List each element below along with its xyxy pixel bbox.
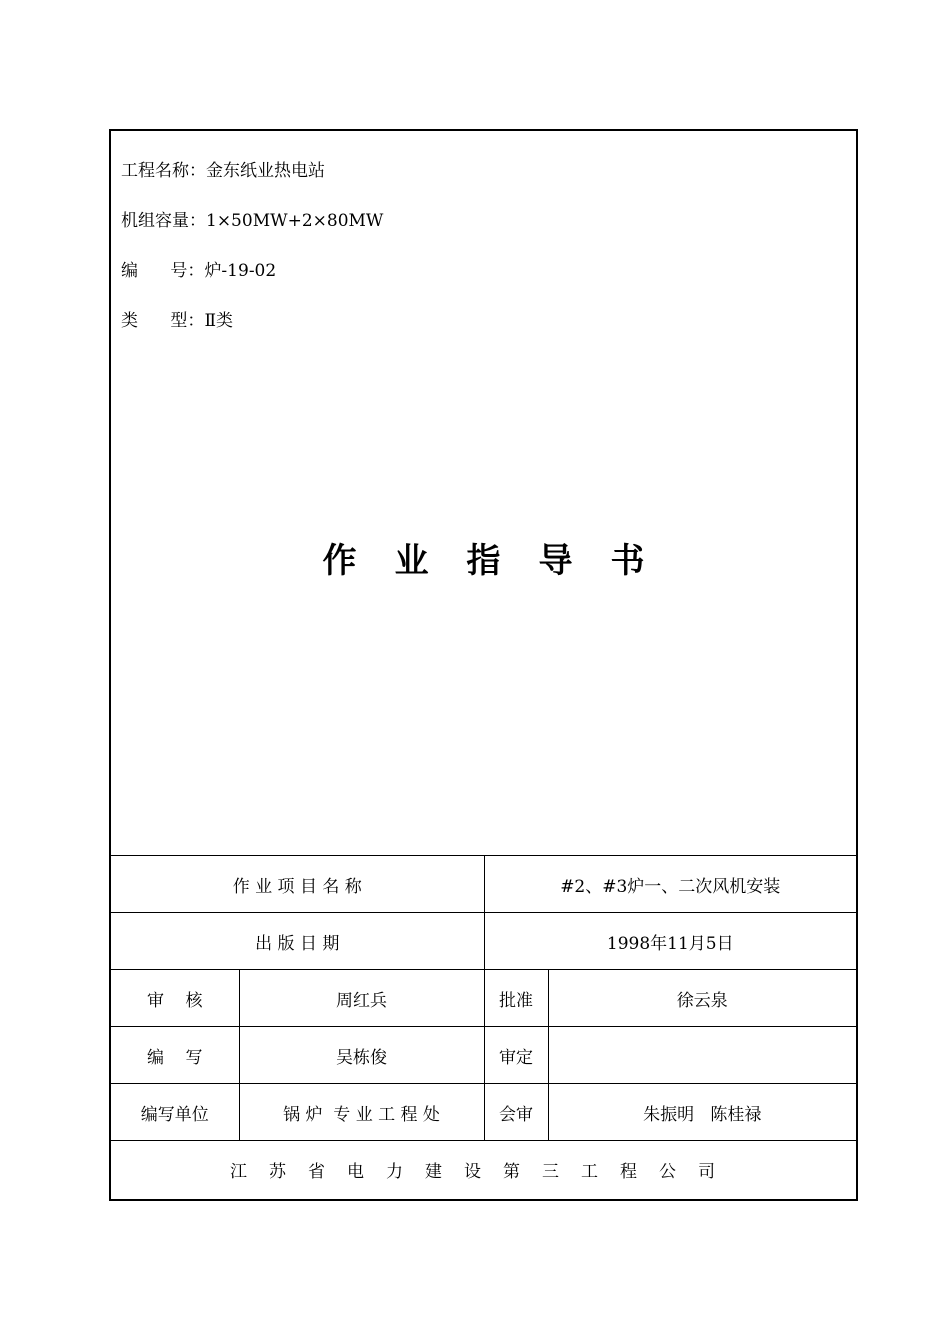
approve-value: 徐云泉	[548, 970, 856, 1027]
cosign-value: 朱振明 陈桂禄	[548, 1084, 856, 1141]
project-name-line	[121, 159, 383, 209]
number-value: 炉-19-02	[204, 261, 277, 281]
table-row	[111, 1084, 856, 1141]
capacity-line	[121, 209, 383, 259]
write-label: 编 写	[111, 1027, 239, 1084]
table-row	[111, 1027, 856, 1084]
project-info	[121, 159, 383, 359]
cosign-label: 会审	[484, 1084, 548, 1141]
approval-table	[111, 855, 856, 1197]
type-label: 类 型：	[121, 311, 205, 331]
table-row	[111, 913, 856, 970]
document-title: 作业指导书	[322, 541, 683, 581]
item-name-label: 作 业 项 目 名 称	[111, 856, 484, 913]
type-line	[121, 309, 383, 359]
approve-label: 批准	[484, 970, 548, 1027]
type-value: Ⅱ类	[204, 311, 233, 331]
number-line	[121, 259, 383, 309]
project-name-label: 工程名称：	[121, 161, 206, 181]
unit-value: 锅 炉 专 业 工 程 处	[239, 1084, 484, 1141]
item-name-value: #2、#3炉一、二次风机安装	[484, 856, 856, 913]
date-label: 出 版 日 期	[111, 913, 484, 970]
project-name-value: 金东纸业热电站	[206, 161, 325, 181]
verify-value	[548, 1027, 856, 1084]
table-row	[111, 1141, 856, 1198]
verify-label: 审定	[484, 1027, 548, 1084]
review-label: 审 核	[111, 970, 239, 1027]
table-row	[111, 856, 856, 913]
capacity-value: 1×50MW+2×80MW	[206, 211, 384, 231]
company-name: 江苏省电力建设第三工程公司	[111, 1141, 856, 1198]
review-value: 周红兵	[239, 970, 484, 1027]
write-value: 吴栋俊	[239, 1027, 484, 1084]
table-row	[111, 970, 856, 1027]
date-value: 1998年11月5日	[484, 913, 856, 970]
number-label: 编 号：	[121, 261, 205, 281]
unit-label: 编写单位	[111, 1084, 239, 1141]
document-frame	[109, 129, 858, 1201]
capacity-label: 机组容量：	[121, 211, 206, 231]
